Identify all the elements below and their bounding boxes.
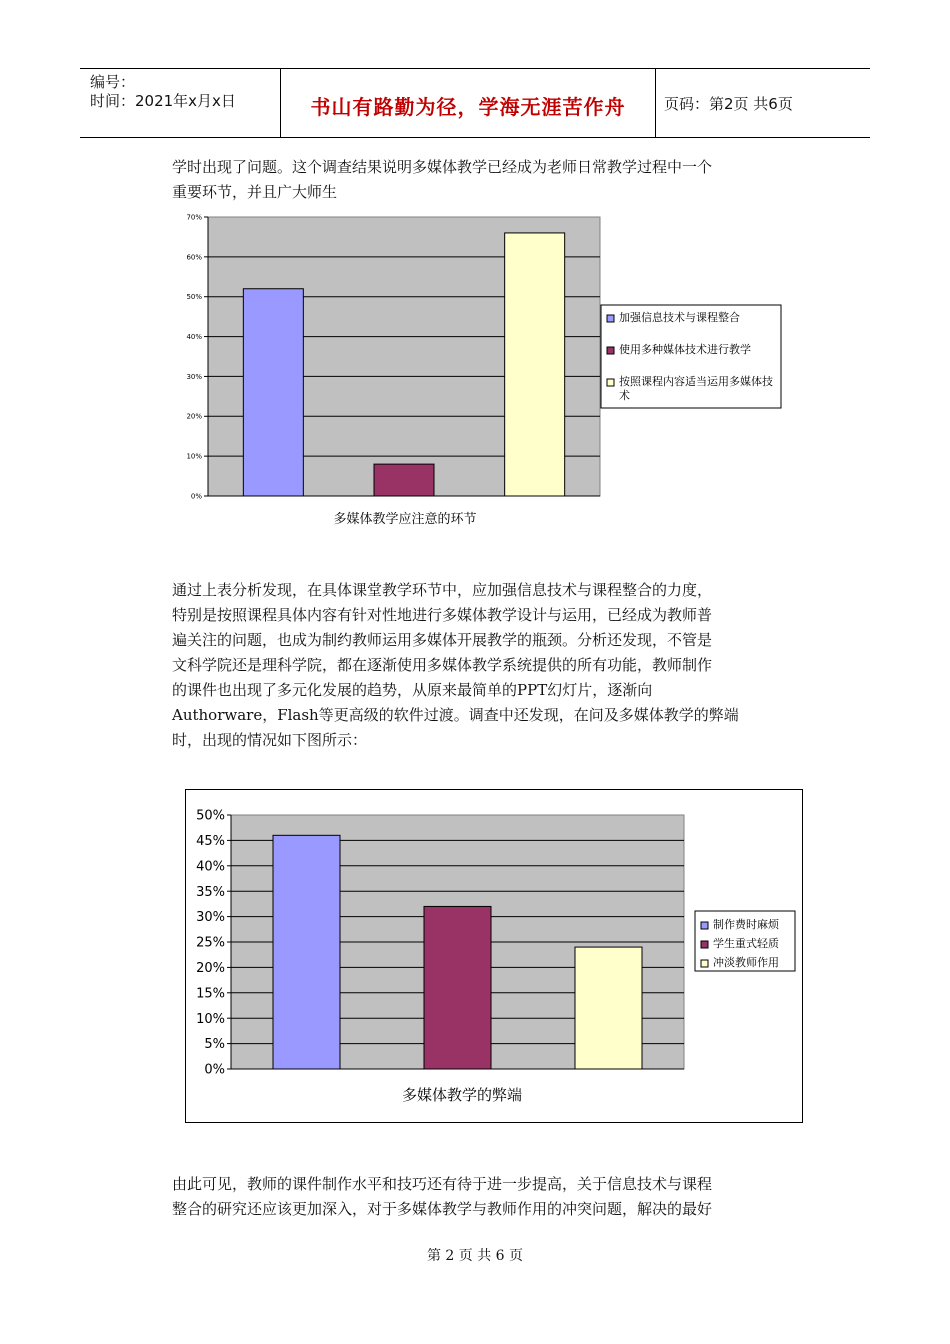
paragraph-line: 通过上表分析发现，在具体课堂教学环节中，应加强信息技术与课程整合的力度， — [172, 581, 713, 599]
bar — [424, 906, 491, 1069]
legend-swatch — [701, 922, 708, 929]
document-time-label: 时间：2021年x月x日 — [90, 92, 236, 110]
page-number-label: 页码：第2页 共6页 — [664, 95, 793, 113]
paragraph-line: 整合的研究还应该更加深入，对于多媒体教学与教师作用的冲突问题，解决的最好 — [172, 1200, 713, 1218]
y-tick-label: 30% — [196, 910, 225, 926]
bar — [273, 835, 340, 1069]
legend-label: 加强信息技术与课程整合 — [619, 311, 740, 324]
header-info-cell — [80, 69, 280, 137]
y-tick-label: 45% — [196, 833, 225, 849]
paragraph-line: 时，出现的情况如下图所示： — [172, 731, 368, 749]
legend-swatch — [701, 941, 708, 948]
legend-label: 冲淡教师作用 — [713, 956, 779, 969]
y-tick-label: 5% — [204, 1037, 225, 1053]
chart-teaching-aspects — [170, 205, 790, 535]
header-motto-cell — [280, 69, 656, 137]
paragraph-2 — [172, 578, 782, 753]
chart-title: 多媒体教学应注意的环节 — [333, 512, 477, 527]
y-tick-label: 10% — [186, 452, 202, 461]
y-tick-label: 70% — [186, 213, 202, 222]
y-tick-label: 40% — [186, 333, 202, 342]
paragraph-line: 由此可见，教师的课件制作水平和技巧还有待于进一步提高，关于信息技术与课程 — [172, 1175, 713, 1193]
y-tick-label: 25% — [196, 935, 225, 951]
header-page-cell — [656, 69, 870, 137]
page-header — [80, 68, 870, 138]
y-tick-label: 0% — [204, 1062, 225, 1078]
y-tick-label: 15% — [196, 986, 225, 1002]
paragraph-line: 特别是按照课程具体内容有针对性地进行多媒体教学设计与运用，已经成为教师普 — [172, 606, 713, 624]
legend-label: 术 — [619, 389, 630, 402]
y-tick-label: 35% — [196, 884, 225, 900]
motto-text: 书山有路勤为径，学海无涯苦作舟 — [310, 95, 626, 119]
legend-swatch — [607, 315, 614, 322]
bar — [243, 289, 303, 496]
y-tick-label: 0% — [190, 492, 202, 501]
y-tick-label: 40% — [196, 859, 225, 875]
legend-label: 制作费时麻烦 — [713, 918, 779, 931]
y-tick-label: 20% — [186, 412, 202, 421]
bar — [374, 464, 434, 496]
page-footer: 第 2 页 共 6 页 — [426, 1248, 524, 1264]
legend-label: 按照课程内容适当运用多媒体技 — [619, 375, 773, 388]
y-tick-label: 20% — [196, 960, 225, 976]
paragraph-line: 遍关注的问题，也成为制约教师运用多媒体开展教学的瓶颈。分析还发现，不管是 — [172, 631, 713, 649]
y-tick-label: 60% — [186, 253, 202, 262]
legend-label: 学生重式轻质 — [713, 937, 779, 950]
bar — [575, 947, 642, 1069]
document-number-label: 编号： — [90, 73, 136, 91]
y-tick-label: 30% — [186, 372, 202, 381]
legend-label: 使用多种媒体技术进行教学 — [619, 343, 751, 356]
legend-swatch — [607, 379, 614, 386]
paragraph-line: 的课件也出现了多元化发展的趋势，从原来最简单的PPT幻灯片，逐渐向 — [172, 681, 653, 699]
paragraph-line: 重要环节，并且广大师生 — [172, 183, 338, 201]
paragraph-1 — [172, 155, 782, 205]
chart-title: 多媒体教学的弊端 — [401, 1086, 523, 1104]
y-tick-label: 50% — [196, 808, 225, 824]
paragraph-line: 文科学院还是理科学院，都在逐渐使用多媒体教学系统提供的所有功能，教师制作 — [172, 656, 713, 674]
chart-drawbacks — [185, 789, 803, 1123]
bar — [505, 233, 565, 496]
paragraph-line: 学时出现了问题。这个调查结果说明多媒体教学已经成为老师日常教学过程中一个 — [172, 158, 713, 176]
legend-swatch — [607, 347, 614, 354]
paragraph-line: Authorware，Flash等更高级的软件过渡。调查中还发现，在问及多媒体教学的弊端 — [172, 706, 739, 724]
y-tick-label: 10% — [196, 1011, 225, 1027]
legend-swatch — [701, 960, 708, 967]
y-tick-label: 50% — [186, 293, 202, 302]
paragraph-3 — [172, 1172, 782, 1222]
